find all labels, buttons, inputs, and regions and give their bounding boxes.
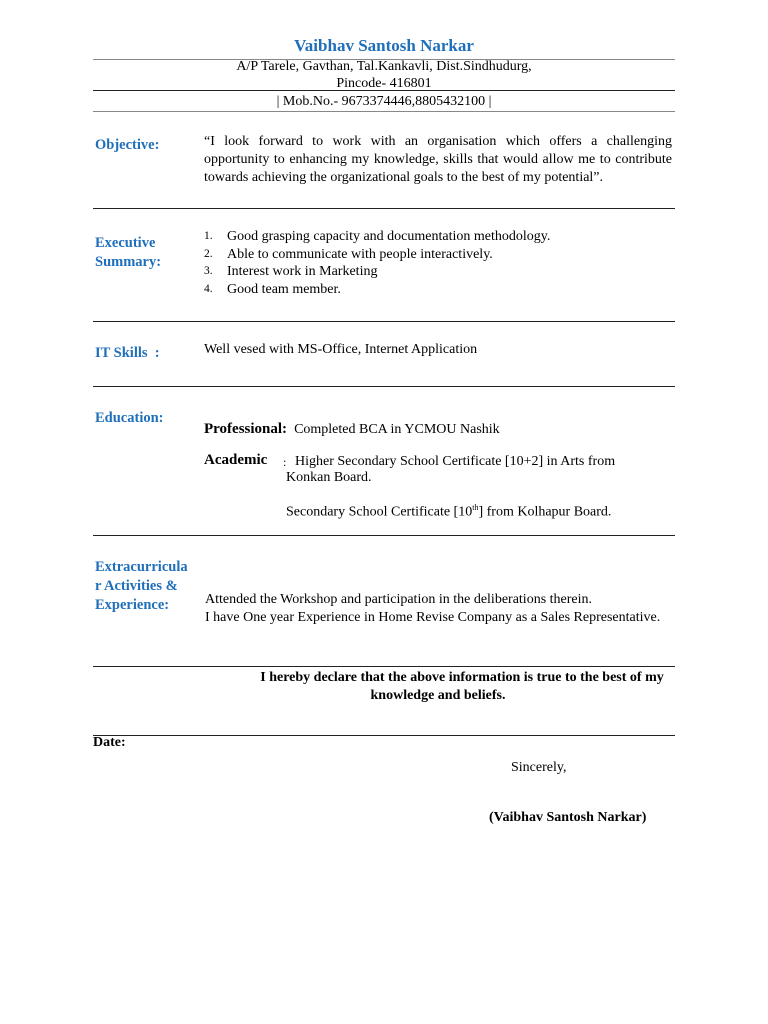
declaration-line-2: knowledge and beliefs. [370,688,506,703]
closing-sincerely: Sincerely, [511,760,567,775]
ssc-line [286,499,611,522]
label-line: Summary: [95,254,162,270]
academic-colon: : [283,455,287,469]
list-text: Good grasping capacity and documentation methodology. [227,229,551,244]
list-item [204,282,674,300]
summary-list [204,229,674,299]
label-line: Extracurricula [95,559,188,575]
divider [93,535,675,536]
extracurricular-label [95,558,188,615]
contact-line: | Mob.No.- 9673374446,8805432100 | [276,94,492,109]
divider [93,90,675,91]
divider [93,666,675,667]
professional-label: Professional: [204,421,288,437]
list-item [204,264,674,282]
education-label: Education: [95,410,164,426]
objective-label: Objective: [95,137,160,153]
ssc-superscript: th [472,503,479,512]
applicant-name: Vaibhav Santosh Narkar [294,36,474,55]
divider [93,386,675,387]
academic-line-2: Konkan Board. [286,470,372,485]
ssc-text-end: ] from Kolhapur Board. [478,504,612,520]
extracurricular-line-1: Attended the Workshop and participation in the deliberations therein. [205,592,593,607]
list-item [204,229,674,247]
date-label: Date: [93,735,126,750]
label-line: r Activities & [95,578,178,594]
label-line: Experience: [95,597,170,613]
professional-row [204,420,500,439]
list-text: Able to communicate with people interactively. [227,246,493,262]
list-text: Good team member. [227,281,341,297]
executive-summary-label [95,234,161,272]
address-line-1: A/P Tarele, Gavthan, Tal.Kankavli, Dist.Sindhudurg, [236,59,532,74]
list-number: 3. [204,265,213,277]
objective-text: “I look forward to work with an organisation which offers a challenging opportunity to enhancing my knowledge, skills that would allow me to contribute towards achieving the organizational goals to the best of my potential”. [204,134,672,185]
address-line-2: Pincode- 416801 [336,76,432,89]
list-number: 4. [204,282,213,295]
divider [93,111,675,112]
academic-label: Academic [204,452,268,468]
signature-name: (Vaibhav Santosh Narkar) [489,810,647,825]
list-text: Interest work in Marketing [227,264,378,279]
list-number: 2. [204,247,213,260]
declaration-line-1: I hereby declare that the above information is true to the best of my [260,670,664,685]
academic-line-1: Higher Secondary School Certificate [10+2] in Arts from [295,454,616,469]
ssc-text: Secondary School Certificate [10 [286,504,473,520]
experience-line: I have One year Experience in Home Revise Company as a Sales Representative. [205,610,661,625]
it-skills-label: IT Skills : [95,345,160,361]
list-number: 1. [204,230,213,242]
divider [93,208,675,209]
list-item [204,247,674,265]
professional-text: Completed BCA in YCMOU Nashik [294,422,500,437]
divider [93,321,675,322]
it-skills-text: Well vesed with MS-Office, Internet Application [204,342,478,357]
divider [93,735,675,736]
label-line: Executive [95,235,156,251]
